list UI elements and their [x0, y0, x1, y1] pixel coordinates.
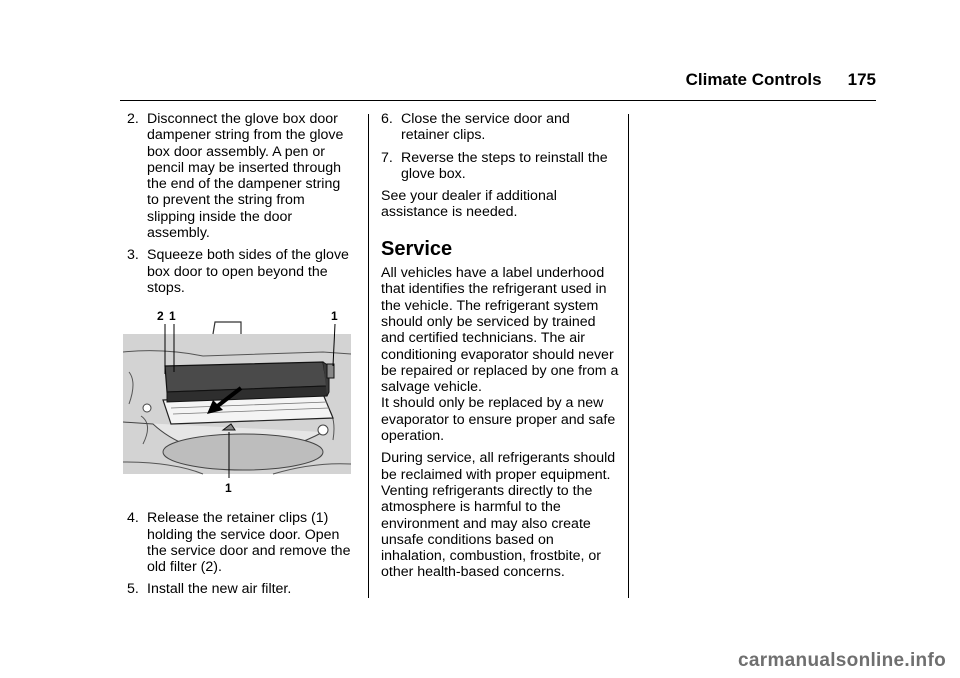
right-column [381, 111, 621, 587]
header-rule [120, 100, 876, 101]
callout-1-bottom: 1 [225, 481, 232, 496]
step-text: Disconnect the glove box door dampener string from the glove box door assembly. A pen or pencil may be inserted through the end of the dampener string to prevent the string from slipping inside the door assembly. [147, 111, 344, 242]
cabin-filter-drawing [123, 312, 359, 502]
section-title: Climate Controls [685, 70, 822, 89]
step-text: Release the retainer clips (1) holding the service door. Open the service door and remove the old filter (2). [147, 510, 351, 576]
cabin-filter-illustration [123, 309, 359, 502]
callout-1-top-right: 1 [331, 309, 338, 324]
step-3 [127, 247, 355, 296]
step-6 [381, 111, 621, 144]
left-column [127, 111, 355, 604]
watermark-text: carmanualsonline.info [738, 650, 946, 671]
service-paragraph-3: During service, all refrigerants should be reclaimed with proper equipment. Venting refrigerants directly to the atmosphere is harmful to the environment and may also create unsafe conditions based on inhalation, combustion, frostbite, or other health-based concerns. [381, 450, 616, 581]
step-5 [127, 581, 355, 597]
step-number: 2. [127, 111, 139, 127]
step-text: Squeeze both sides of the glove box door to open beyond the stops. [147, 247, 349, 296]
step-text: Close the service door and retainer clips. [401, 111, 570, 144]
page-header [686, 70, 876, 90]
step-number: 4. [127, 510, 139, 527]
callout-2: 2 [157, 309, 164, 324]
step-text: Install the new air filter. [147, 581, 292, 598]
page-number: 175 [847, 70, 876, 89]
step-number: 3. [127, 247, 139, 264]
step-7 [381, 150, 621, 183]
column-divider-2 [628, 114, 629, 598]
step-number: 7. [381, 149, 393, 166]
column-divider-1 [368, 114, 369, 598]
step-number: 6. [381, 111, 393, 127]
service-paragraph-2: It should only be replaced by a new evaporator to ensure proper and safe operation. [381, 395, 616, 445]
callout-1-top-left: 1 [169, 309, 176, 324]
service-paragraph-1: All vehicles have a label underhood that identifies the refrigerant used in the vehicle. The refrigerant system should only be serviced by trained and certified technicians. The air conditioning evaporator should never be repaired or replaced by one from a salvage vehicle. [381, 265, 619, 396]
dealer-note: See your dealer if additional assistance is needed. [381, 188, 557, 221]
service-heading: Service [381, 237, 453, 260]
step-text: Reverse the steps to reinstall the glove box. [401, 149, 608, 182]
step-number: 5. [127, 581, 139, 598]
step-2 [127, 111, 355, 241]
step-4 [127, 510, 355, 575]
